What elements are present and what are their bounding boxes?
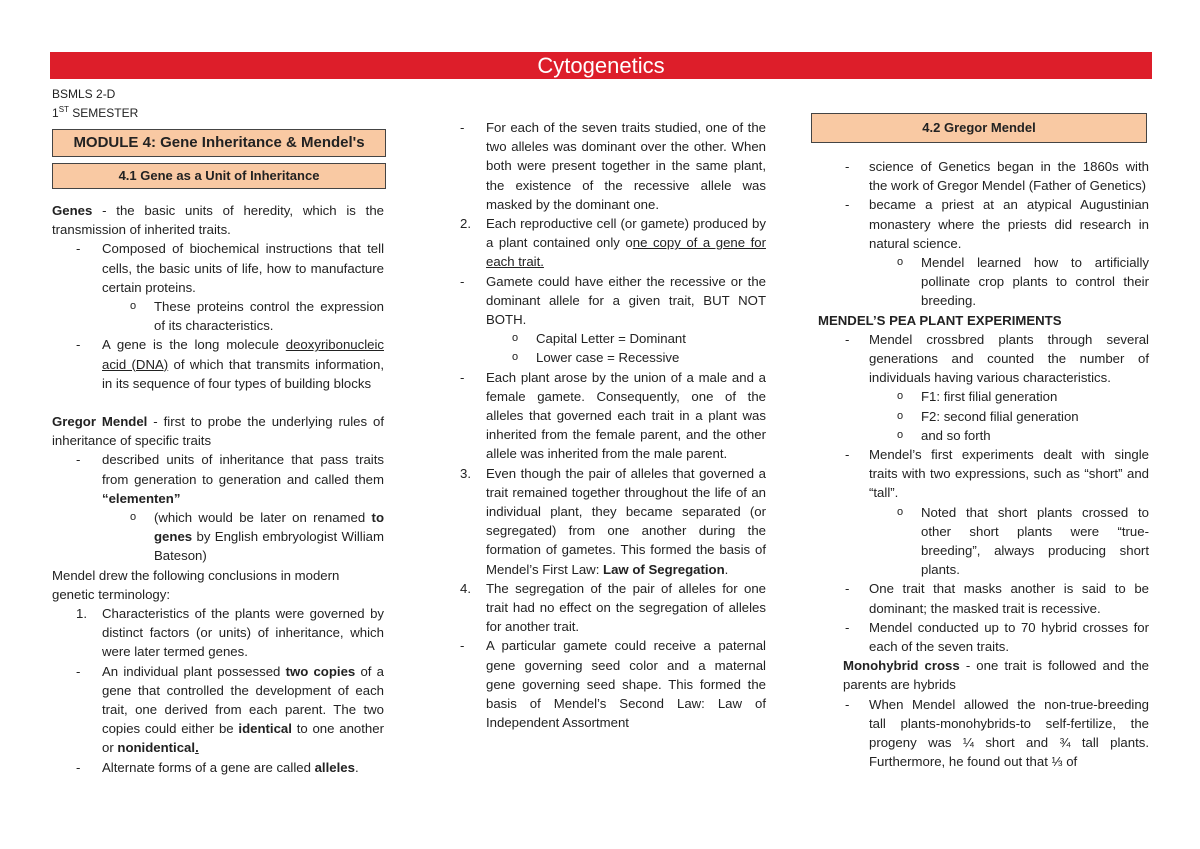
conclusions-intro: Mendel drew the following conclusions in modern genetic terminology: (52, 567, 340, 602)
monohybrid-definition: Monohybrid cross - one trait is followed and the parents are hybrids (843, 658, 1149, 693)
list-item: - An individual plant possessed two copies of a gene that controlled the development of each trait, one derived from each parent. The two copies could either be identical to one another or nonidentical. (76, 663, 384, 756)
list-item: - A particular gamete could receive a paternal gene governing seed color and a maternal gene governing seed shape. This formed the basis of Mendel’s Second Law: Law of Independent Assortment (460, 638, 766, 731)
list-item: 1. Characteristics of the plants were governed by distinct factors (or units) of inheritance, which were later termed genes. (76, 606, 384, 660)
column-3 (818, 157, 1149, 772)
list-item: - One trait that masks another is said to be dominant; the masked trait is recessive. (845, 581, 1149, 616)
list-item: o F2: second filial generation (897, 408, 1079, 424)
column-2 (460, 118, 766, 733)
genes-definition: Genes - the basic units of heredity, which is the transmission of inherited traits. (52, 203, 384, 238)
list-item: o F1: first filial generation (897, 389, 1058, 405)
list-item: - Mendel’s first experiments dealt with single traits with two expressions, such as “short” and “tall”. (845, 447, 1149, 501)
list-item: 2. Each reproductive cell (or gamete) produced by a plant contained only one copy of a gene for each trait. (460, 216, 766, 270)
module-title-box: MODULE 4: Gene Inheritance & Mendel's (52, 129, 386, 157)
list-item: - Gamete could have either the recessive or the dominant allele for a given trait, BUT NOT BOTH. (460, 273, 766, 328)
list-item: - became a priest at an atypical Augustinian monastery where the priests did research in natural science. (845, 197, 1149, 251)
list-item: o (which would be later on renamed to genes by English embryologist William Bateson) (130, 510, 384, 564)
section-4-1-box: 4.1 Gene as a Unit of Inheritance (52, 163, 386, 189)
column-1 (52, 201, 384, 777)
list-item: - When Mendel allowed the non-true-breeding tall plants-monohybrids-to self-fertilize, the progeny was ¼ short and ¾ tall plants. Furthermore, he found out that ⅓ of (845, 696, 1149, 770)
list-item: - described units of inheritance that pass traits from generation to generation and called them “elementen” (76, 452, 384, 506)
list-item: - Each plant arose by the union of a male and a female gamete. Consequently, one of the alleles that governed each trait in a plant was inherited from the female parent, and the other allele was inherited from the male parent. (460, 369, 766, 462)
list-item: o Capital Letter = Dominant (512, 331, 686, 347)
list-item: o Lower case = Recessive (512, 350, 680, 366)
list-item: - Mendel crossbred plants through several generations and counted the number of individuals having various characteristics. (845, 331, 1149, 386)
list-item: 3. Even though the pair of alleles that governed a trait remained together throughout the life of an individual plant, they became separated (or segregated) from one another during the formation of gametes. This formed the basis of Mendel’s First Law: Law of Segregation. (460, 465, 766, 577)
semester-label: 1ST SEMESTER (52, 105, 139, 120)
list-item: - A gene is the long molecule deoxyribonucleic acid (DNA) of which that transmits information, in its sequence of four types of building blocks (76, 337, 385, 391)
section-4-2-box: 4.2 Gregor Mendel (811, 113, 1147, 143)
list-item: o Noted that short plants crossed to other short plants were “true-breeding”, always producing short plants. (897, 504, 1149, 578)
list-item: - Mendel conducted up to 70 hybrid crosses for each of the seven traits. (845, 619, 1149, 655)
list-item: - Alternate forms of a gene are called alleles. (76, 759, 359, 775)
course-label: BSMLS 2-D (52, 87, 116, 101)
list-item: o Mendel learned how to artificially pollinate crop plants to control their breeding. (897, 255, 1149, 309)
title-banner: Cytogenetics (50, 52, 1152, 79)
list-item: o These proteins control the expression of its characteristics. (130, 299, 384, 334)
pea-plant-heading: MENDEL’S PEA PLANT EXPERIMENTS (818, 312, 1062, 328)
mendel-definition: Gregor Mendel - first to probe the underlying rules of inheritance of specific traits (52, 414, 385, 449)
list-item: - science of Genetics began in the 1860s with the work of Gregor Mendel (Father of Genetics) (845, 159, 1149, 194)
list-item: 4. The segregation of the pair of alleles for one trait had no effect on the segregation of alleles for another trait. (460, 580, 766, 635)
list-item: - For each of the seven traits studied, one of the two alleles was dominant over the other. When both were present together in the same plant, the existence of the recessive allele was masked by the dominant one. (460, 120, 766, 212)
list-item: - Composed of biochemical instructions that tell cells, the basic units of life, how to manufacture certain proteins. (76, 241, 384, 295)
list-item: o and so forth (897, 427, 991, 443)
